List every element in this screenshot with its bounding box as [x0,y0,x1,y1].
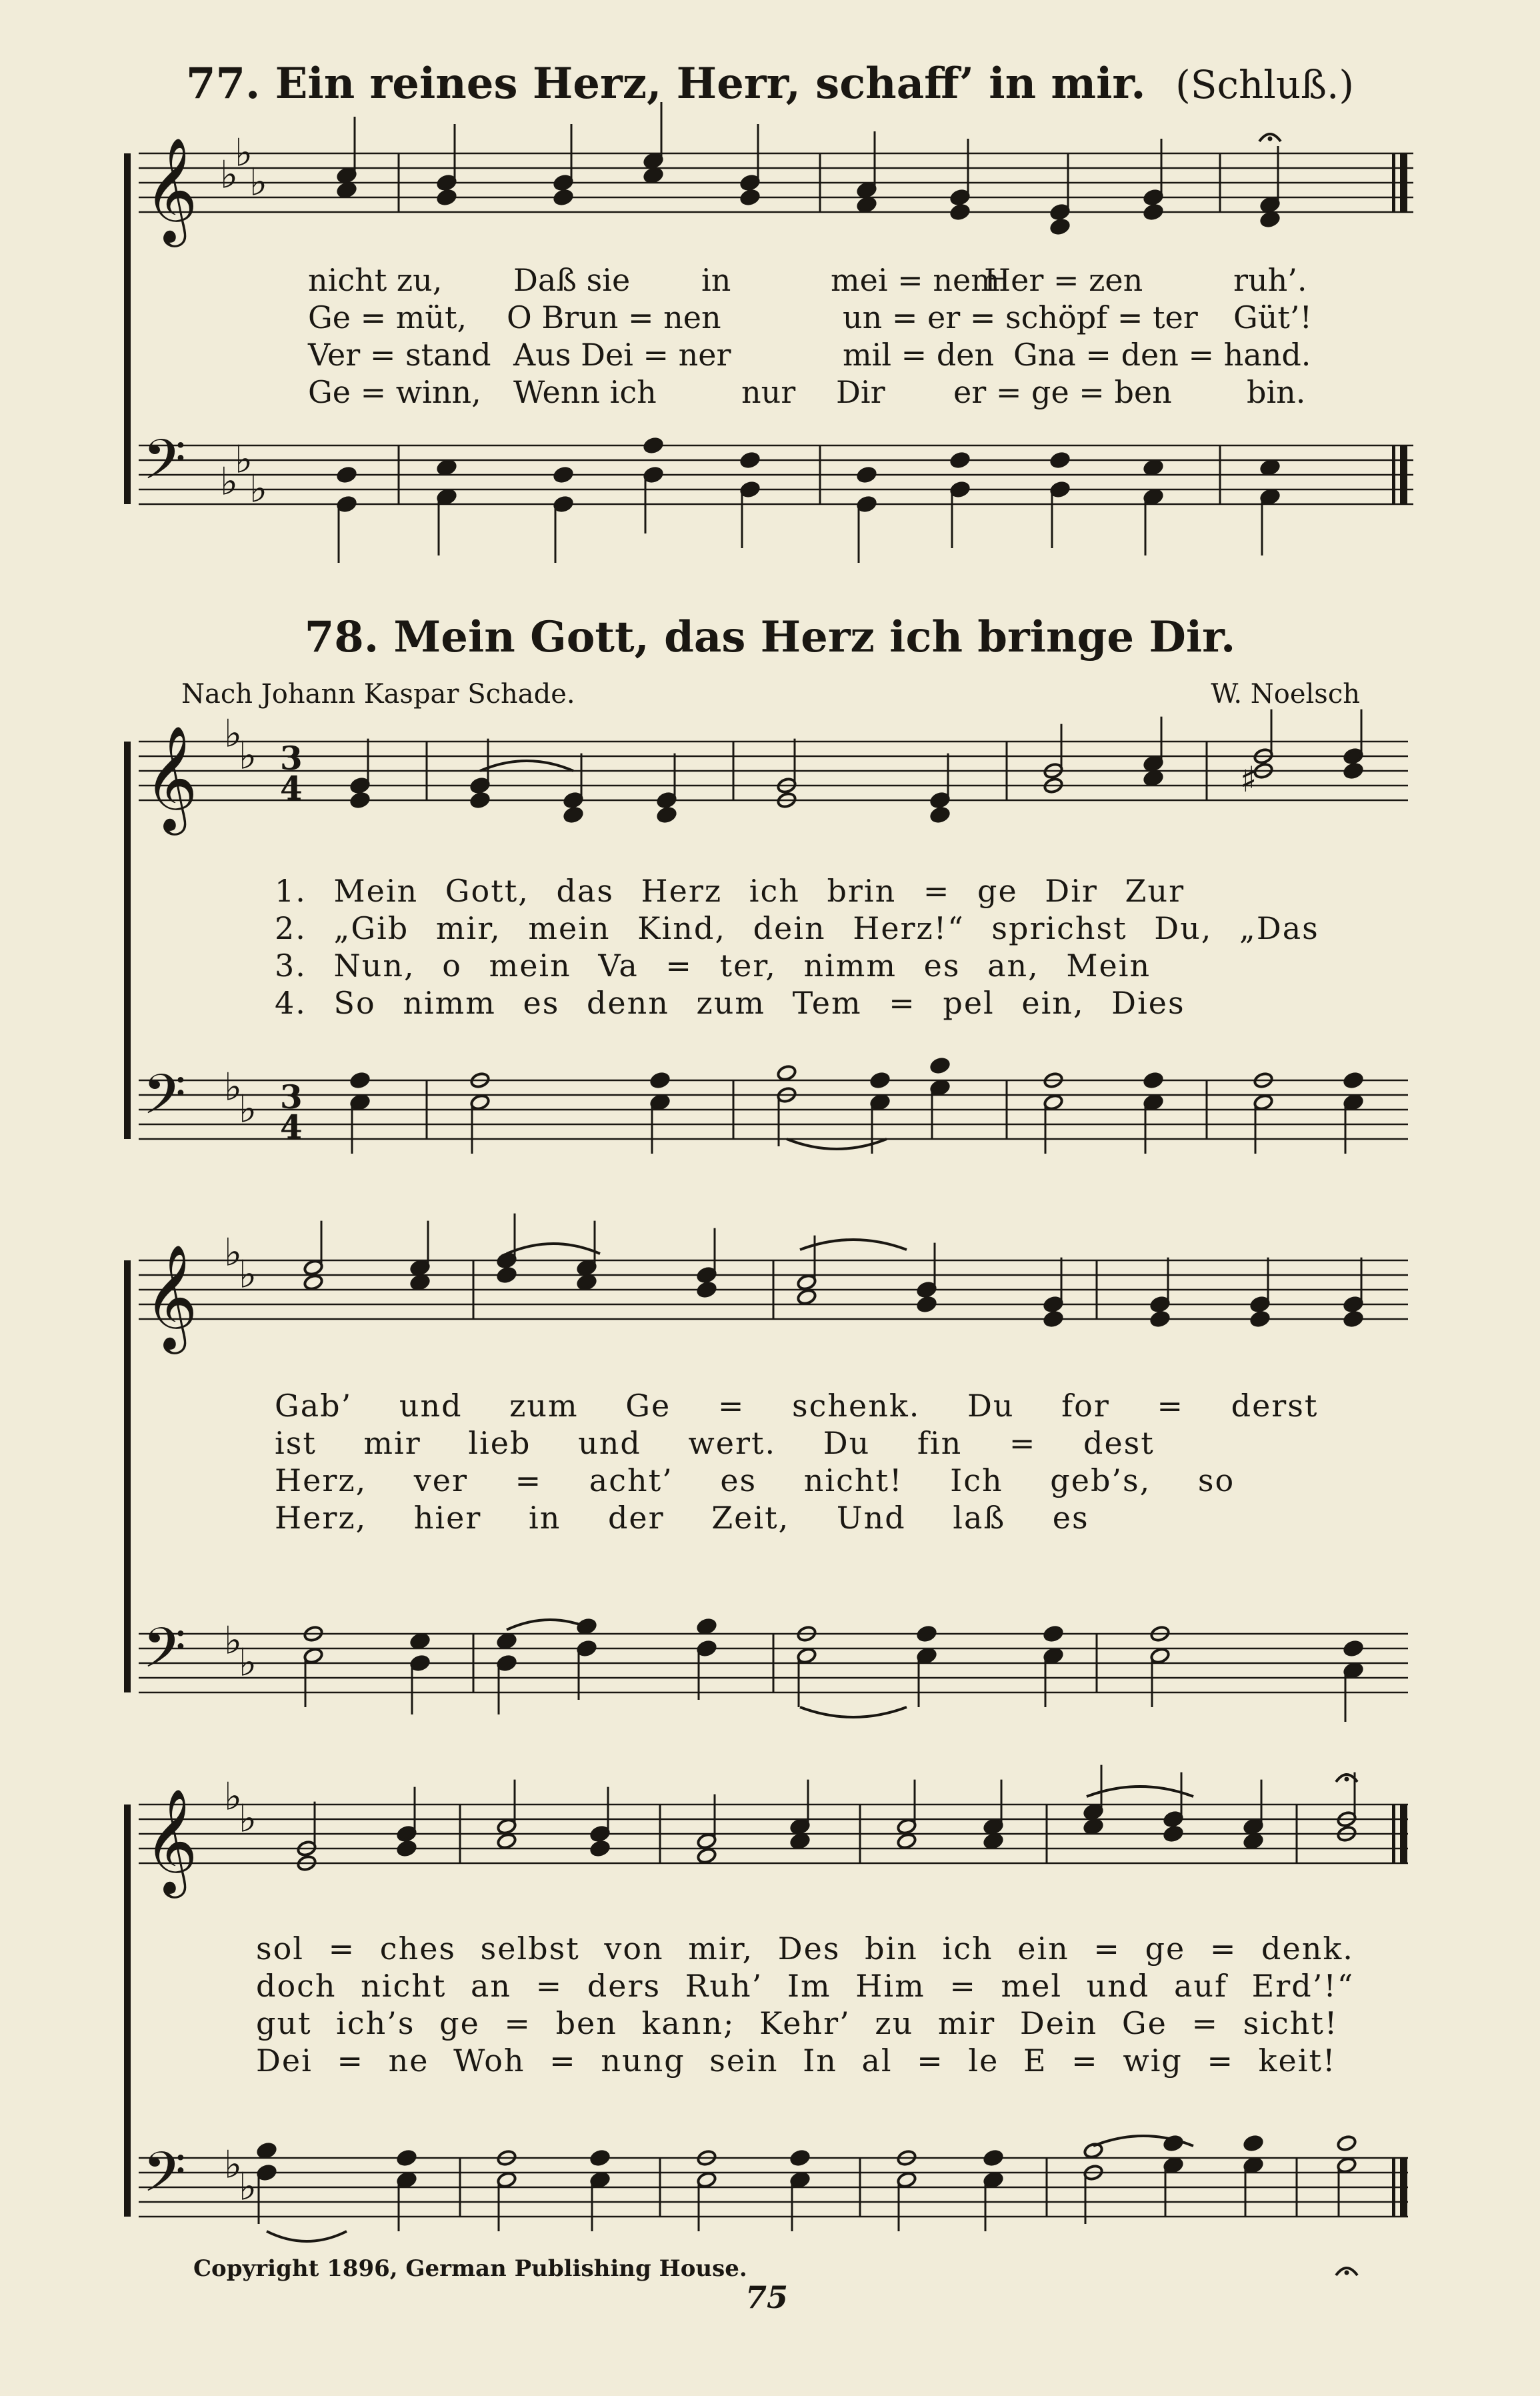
lyric-syllable: O Brun = nen [507,299,721,335]
note-head [950,451,971,469]
note-head [337,181,357,199]
lyric-syllable: mei = nem [831,262,1000,298]
fermata-dot [1345,2271,1349,2275]
note-head [857,196,877,213]
bass-clef-icon: 𝄢 [143,1062,187,1140]
note-head [777,1064,797,1082]
note-head [497,1266,517,1284]
flat-sign-icon: ♭ [220,459,238,504]
hymn-78-verse-1-line-1: 1. Mein Gott, das Herz ich brin = ge Dir Zur [275,873,1185,909]
note-head [697,1281,717,1298]
note-head [790,2149,811,2167]
page-number: 75 [745,2279,789,2315]
note-head [410,1274,431,1291]
final-barline [1392,1805,1395,1863]
treble-clef-icon: 𝄞 [144,1788,198,1895]
note-head [897,1833,917,1850]
note-head [870,1072,891,1089]
lyric-syllable: mil = den [843,337,995,373]
note-head [930,806,951,824]
lyric-syllable: Ver = stand [308,337,491,373]
note-head [1260,211,1281,228]
note-head [917,1625,937,1642]
lyric-syllable: nur [741,374,796,410]
note-head [257,2142,277,2159]
hymn-78-system-1-lyrics [275,872,1408,1022]
note-head [1343,762,1364,780]
note-head [553,189,574,206]
lyric-syllable: er = ge = ben [953,374,1172,410]
flat-sign-icon: ♭ [220,153,238,197]
note-head [590,2149,611,2167]
hymn-78-verse-1-line-3: sol = ches selbst von mir, Des bin ich ein = ge = denk. [256,1931,1354,1967]
flat-sign-icon: ♭ [235,437,253,482]
note-head [643,167,664,184]
lyric-syllable: ruh’. [1233,262,1307,298]
final-barline [1392,153,1395,212]
note-head [1143,1072,1164,1089]
lyric-syllable: Ge = müt, [308,299,467,335]
fermata-dot [1268,137,1273,141]
hymn-78-system-3-lyrics [256,1930,1409,2079]
note-head [1150,1310,1171,1328]
note-head [983,1833,1004,1850]
note-head [1343,1640,1364,1657]
final-barline [1400,153,1407,212]
note-head [643,437,664,454]
final-barline [1392,445,1395,504]
note-head [437,189,457,206]
treble-clef-icon: 𝄞 [144,137,198,243]
treble-clef-icon: 𝄞 [144,1244,198,1350]
flat-sign-icon: ♭ [224,1230,242,1275]
hymn-78-title: 78. Mein Gott, das Herz ich bringe Dir. [304,612,1236,662]
note-head [857,466,877,483]
note-head [1260,459,1281,476]
note-head [657,806,677,824]
note-head [1250,1310,1271,1328]
slur [480,761,573,771]
lyric-syllable: Wenn ich [513,374,657,410]
flat-sign-icon: ♭ [224,1774,242,1819]
hymn-78-verse-4-line-2: Herz, hier in der Zeit, Und laß es [275,1500,1089,1536]
note-head [1050,451,1071,469]
composer-credit: W. Noelsch [1211,679,1360,710]
note-head [1243,2135,1264,2152]
note-head [1343,1072,1364,1089]
note-head [497,1833,517,1850]
lyric-syllable: Gna = den = hand. [1013,337,1311,373]
lyric-syllable: un = er = schöpf = ter [843,299,1198,335]
note-head [697,1847,717,1865]
sharp-sign-icon: ♯ [1240,759,1257,800]
flat-sign-icon: ♭ [224,712,242,756]
note-head [917,1296,937,1313]
final-barline [1400,445,1407,504]
note-head [497,1632,517,1650]
hymn-78-verse-1-line-2: Gab’ und zum Ge = schenk. Du for = derst [275,1388,1319,1424]
hymn-78-verse-3-line-2: Herz, ver = acht’ es nicht! Ich geb’s, so [275,1462,1235,1498]
note-head [740,451,761,469]
note-head [350,792,371,809]
bass-clef-icon: 𝄢 [143,1615,187,1694]
flat-sign-icon: ♭ [239,2165,257,2209]
lyric-syllable: Güt’! [1233,299,1312,335]
slur [800,1707,907,1717]
note-head [1083,1818,1104,1835]
hymn-78-verse-3-line-3: gut ich’s ge = ben kann; Kehr’ zu mir Dein Ge = sicht! [256,2005,1339,2041]
flat-sign-icon: ♭ [235,131,253,175]
flat-sign-icon: ♭ [239,1796,257,1841]
flat-sign-icon: ♭ [224,2143,242,2187]
note-head [1163,1825,1184,1843]
lyric-syllable: Dir [836,374,885,410]
note-head [397,2149,417,2167]
note-head [1343,1310,1364,1328]
note-head [553,466,574,483]
hymn-78-verse-2-line-1: 2. „Gib mir, mein Kind, dein Herz!“ sprichst Du, „Das [275,910,1319,946]
note-head [577,1274,597,1291]
note-head [1043,1625,1064,1642]
final-barline [1400,2158,1407,2217]
system-bracket [124,1260,131,1692]
system-bracket [124,153,131,504]
note-head [950,203,971,221]
note-head [797,1288,817,1306]
hymn-78-verse-2-line-3: doch nicht an = ders Ruh’ Im Him = mel und auf Erd’!“ [256,1968,1355,2004]
note-head [1050,218,1071,235]
hymn-78-verse-4-line-3: Dei = ne Woh = nung sein In al = le E = wig = keit! [256,2043,1337,2079]
flat-sign-icon: ♭ [249,467,267,511]
note-head [740,189,761,206]
note-head [1143,459,1164,476]
note-head [337,466,357,483]
system-bracket [124,742,131,1139]
note-head [1043,1310,1064,1328]
fermata-dot [1345,1777,1349,1782]
hymn-77-title-main: 77. Ein reines Herz, Herr, schaff’ in mir. [185,59,1146,109]
slur [800,1240,907,1250]
copyright-notice: Copyright 1896, German Publishing House. [193,2255,747,2282]
flat-sign-icon: ♭ [239,1087,257,1132]
final-barline [1392,2158,1395,2217]
hymn-78-system-2-lyrics [275,1387,1408,1536]
note-head [790,1833,811,1850]
note-head [983,2149,1004,2167]
system-bracket [124,1805,131,2217]
note-head [410,1632,431,1650]
note-head [1337,2135,1357,2152]
flat-sign-icon: ♭ [239,734,257,778]
note-head [1243,1833,1264,1850]
note-head [697,1618,717,1635]
hymn-78-verse-4-line-1: 4. So nimm es denn zum Tem = pel ein, Dies [275,985,1185,1021]
time-signature-bottom: 4 [280,1108,303,1146]
flat-sign-icon: ♭ [249,160,267,205]
note-head [470,792,491,809]
note-head [350,1072,371,1089]
hymn-78-verse-2-line-2: ist mir lieb und wert. Du fin = dest [275,1425,1155,1461]
time-signature-top: 3 [280,740,303,778]
note-head [1143,770,1164,787]
note-head [650,1072,671,1089]
hymn-77-title-suffix: (Schluß.) [1175,62,1355,107]
note-head [590,1840,611,1857]
flat-sign-icon: ♭ [224,1065,242,1110]
bass-clef-icon: 𝄢 [143,427,187,505]
lyric-syllable: in [701,262,731,298]
treble-clef-icon: 𝄞 [144,725,198,832]
note-head [1143,203,1164,221]
note-head [397,1840,417,1857]
flat-sign-icon: ♭ [224,1618,242,1663]
note-head [563,806,584,824]
hymn-78-verse-3-line-1: 3. Nun, o mein Va = ter, nimm es an, Mein [275,948,1151,984]
lyric-syllable: nicht zu, [308,262,443,298]
arranger-credit: Nach Johann Kaspar Schade. [181,679,575,710]
lyric-syllable: Daß sie [513,262,631,298]
slur [267,2231,347,2241]
bass-clef-icon: 𝄢 [143,2139,187,2218]
slur [1087,1786,1193,1796]
slur [507,1244,600,1254]
final-barline [1400,1805,1407,1863]
flat-sign-icon: ♭ [239,1640,257,1685]
lyric-syllable: Ge = winn, [308,374,481,410]
note-head [303,1274,324,1291]
flat-sign-icon: ♭ [239,1252,257,1297]
note-head [437,459,457,476]
note-head [930,1057,951,1074]
time-signature-bottom: 4 [280,770,303,808]
lyric-syllable: Aus Dei = ner [513,337,731,373]
time-signature-top: 3 [280,1078,303,1116]
lyric-syllable: bin. [1247,374,1306,410]
lyric-syllable: Her = zen [984,262,1143,298]
